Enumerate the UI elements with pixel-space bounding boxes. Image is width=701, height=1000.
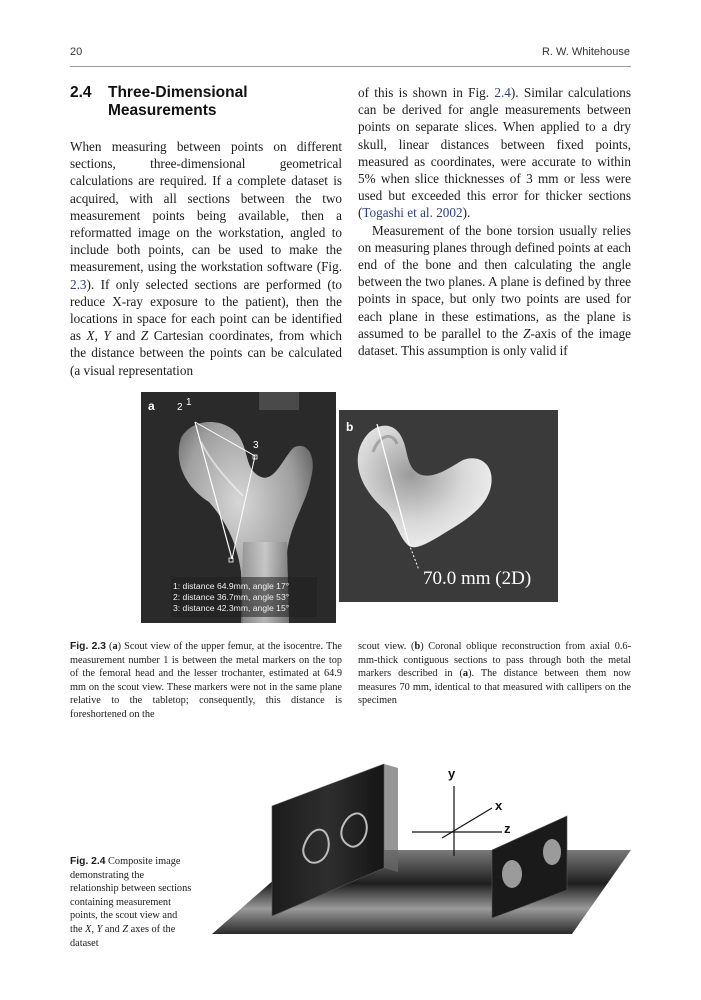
figure-reference-link[interactable]: 2.4 <box>494 85 511 100</box>
measurement-line: 3: distance 42.3mm, angle 15° <box>173 603 290 613</box>
axis-label-z: z <box>504 821 511 836</box>
figure-reference-link[interactable]: 2.3 <box>70 276 87 292</box>
axis-label-y: y <box>448 766 456 781</box>
panel-letter-a: a <box>148 399 155 413</box>
body-paragraph: of this is shown in Fig. 2.4). Similar calculations can be derived for angle measurements between points on separate slices. When applied to a dry skull, linear distances between fixed points, measured as coordinates, were accurate to within 5% when slice thicknesses of 3 mm or less were used but exceeded this error for thicker sections (Togashi et al. 2002). <box>358 85 632 221</box>
body-paragraph: Measurement of the bone torsion usually relies on measuring planes through defined points at each end of the bone and then calculating the angle between the two planes. A plane is defined by three points in space, but only two points are used for each plane in these estimations, as the plane is assumed to be parallel to the Z-axis of the image dataset. This assumption is only valid if <box>358 222 631 359</box>
running-head: R. W. Whitehouse <box>541 46 630 58</box>
marker-label-3: 3 <box>253 440 259 451</box>
header-rule <box>70 66 631 67</box>
figure-label: Fig. 2.3 <box>70 641 106 652</box>
measurement-readout: 70.0 mm (2D) <box>423 568 532 589</box>
body-left-column <box>70 138 342 379</box>
panel-letter-b: b <box>346 420 354 434</box>
marker-label-1: 1 <box>186 397 192 408</box>
section-title: Three-Dimensional Measurements <box>108 84 248 119</box>
figure-2-3-panel-a <box>141 392 336 623</box>
section-heading <box>70 84 350 120</box>
page-number: 20 <box>70 46 83 58</box>
figure-2-3-caption-right: scout view. (b) Coronal oblique reconstruction from axial 0.6-mm-thick contiguous sections to pass through both the metal markers described in (a). The distance between them now measures 70 mm, identical to that measured with callipers on the specimen <box>358 641 631 707</box>
citation-link[interactable]: Togashi et al. 2002 <box>362 205 463 221</box>
measurement-readout <box>173 581 289 614</box>
measurement-line: 2: distance 36.7mm, angle 53° <box>173 592 290 602</box>
figure-2-3-caption-left: Fig. 2.3 (a) Scout view of the upper femur, at the isocentre. The measurement number 1 is between the metal markers on the top of the femoral head and the lesser trochanter, estimated at 64.9 mm on the scout view. These markers were not in the same plane relative to the tabletop; consequently, this distance is foreshortened on the <box>70 641 342 720</box>
figure-2-4-composite-image <box>212 758 631 934</box>
figure-label: Fig. 2.4 <box>70 856 106 867</box>
figure-2-4-caption: Fig. 2.4 Composite image demonstrating the relationship between sections containing measurement points, the scout view and the X, Y and Z axes of the dataset <box>70 856 192 949</box>
composite-3d-diagram <box>212 758 631 934</box>
body-right-column <box>358 84 631 359</box>
figure-2-3-panel-b <box>339 410 558 602</box>
body-paragraph: When measuring between points on different sections, three-dimensional geometrical calculations are required. If a complete dataset is acquired, with all sections between the two measurement points being available, then a reformatted image on the workstation, angled to include both points, can be used to make the measurement, using the workstation software (Fig. 2.3). If only selected sections are performed (to reduce X-ray exposure to the patient), then the locations in space for each point can be identified as X, Y and Z Cartesian coordinates, from which the distance between the points can be calculated (a visual representation <box>70 139 343 378</box>
marker-label-2: 2 <box>177 402 183 413</box>
measurement-line: 1: distance 64.9mm, angle 17° <box>173 581 290 591</box>
section-number: 2.4 <box>70 84 92 101</box>
axis-label-x: x <box>495 798 503 813</box>
